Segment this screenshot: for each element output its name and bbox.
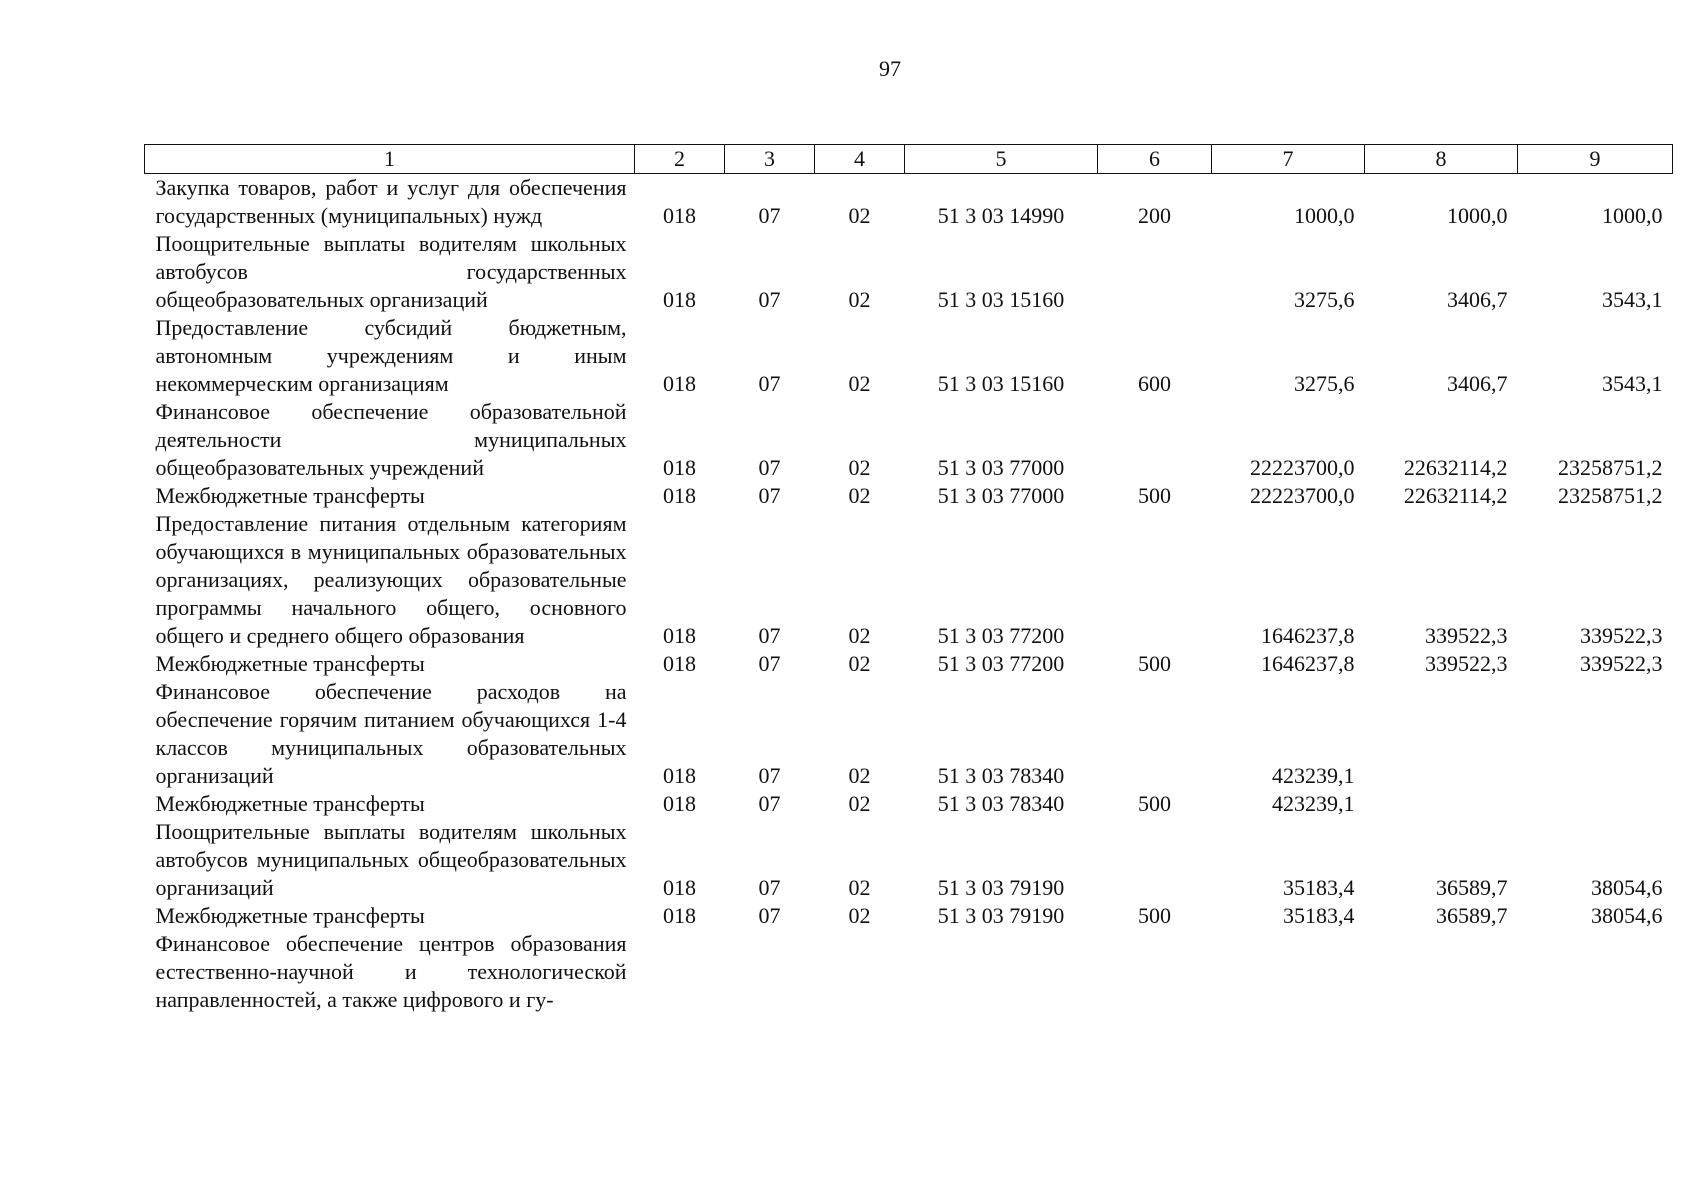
header-cell-4: 4: [815, 145, 905, 174]
expense-type-cell: 200: [1138, 203, 1171, 228]
table-row: [145, 174, 1673, 231]
admin-code-cell: 018: [663, 455, 696, 480]
expense-type-cell: [1098, 678, 1212, 790]
target-article-cell: 51 3 03 15160: [937, 287, 1065, 312]
table-body: [145, 174, 1673, 1015]
subsection-cell: 02: [848, 287, 871, 312]
amount-year1-cell: 22223700,0: [1250, 455, 1355, 480]
table-row: [145, 902, 1673, 930]
expense-type-cell: 500: [1138, 791, 1171, 816]
amount-year3-cell: 23258751,2: [1558, 483, 1663, 508]
admin-code-cell: 018: [663, 203, 696, 228]
admin-code-cell: 018: [663, 763, 696, 788]
admin-code-cell: 018: [663, 287, 696, 312]
expense-type-cell: [1098, 930, 1212, 1014]
section-cell: 07: [758, 791, 781, 816]
section-cell: 07: [758, 623, 781, 648]
section-cell: 07: [758, 483, 781, 508]
table-header: [145, 145, 1673, 174]
subsection-cell: 02: [848, 203, 871, 228]
description-cell: Финансовое обеспечение образовательной деятельности муниципальных общеобразовательных учреждений: [155, 399, 627, 480]
amount-year2-cell: 3406,7: [1447, 371, 1508, 396]
expense-type-cell: [1098, 230, 1212, 314]
amount-year2-cell: [1365, 678, 1518, 790]
header-cell-3: 3: [725, 145, 815, 174]
amount-year1-cell: 35183,4: [1283, 903, 1355, 928]
description-cell: Межбюджетные трансферты: [155, 483, 425, 508]
amount-year1-cell: [1212, 930, 1365, 1014]
table-row: [145, 314, 1673, 398]
amount-year1-cell: 22223700,0: [1250, 483, 1355, 508]
amount-year3-cell: 38054,6: [1591, 875, 1663, 900]
table-row: [145, 482, 1673, 510]
amount-year1-cell: 1646237,8: [1261, 623, 1355, 648]
target-article-cell: 51 3 03 79190: [937, 903, 1065, 928]
target-article-cell: 51 3 03 14990: [937, 203, 1065, 228]
admin-code-cell: 018: [663, 483, 696, 508]
subsection-cell: 02: [848, 651, 871, 676]
amount-year1-cell: 423239,1: [1272, 763, 1355, 788]
amount-year3-cell: 1000,0: [1602, 203, 1663, 228]
description-cell: Поощрительные выплаты водителям школьных автобусов государственных общеобразовательных организаций: [155, 231, 627, 312]
table-row: [145, 510, 1673, 650]
amount-year1-cell: 423239,1: [1272, 791, 1355, 816]
admin-code-cell: 018: [663, 623, 696, 648]
section-cell: 07: [758, 763, 781, 788]
amount-year3-cell: 339522,3: [1580, 623, 1663, 648]
amount-year2-cell: 36589,7: [1436, 903, 1508, 928]
amount-year3-cell: 3543,1: [1602, 287, 1663, 312]
amount-year2-cell: 3406,7: [1447, 287, 1508, 312]
expense-type-cell: [1098, 398, 1212, 482]
target-article-cell: [905, 930, 1098, 1014]
amount-year1-cell: 1000,0: [1294, 203, 1355, 228]
header-cell-5: 5: [905, 145, 1098, 174]
table-row: [145, 230, 1673, 314]
amount-year1-cell: 3275,6: [1294, 371, 1355, 396]
header-cell-8: 8: [1365, 145, 1518, 174]
table-row: [145, 650, 1673, 678]
expense-type-cell: 500: [1138, 903, 1171, 928]
amount-year3-cell: 339522,3: [1580, 651, 1663, 676]
amount-year2-cell: 339522,3: [1425, 651, 1508, 676]
admin-code-cell: 018: [663, 875, 696, 900]
description-cell: Финансовое обеспечение центров образования естественно-научной и технологической направленностей, а также цифрового и гу-: [155, 931, 627, 1012]
expense-type-cell: [1098, 818, 1212, 902]
subsection-cell: 02: [848, 875, 871, 900]
section-cell: 07: [758, 371, 781, 396]
table-row: [145, 930, 1673, 1014]
admin-code-cell: [635, 930, 725, 1014]
header-cell-1: 1: [145, 145, 635, 174]
amount-year2-cell: 22632114,2: [1403, 483, 1508, 508]
target-article-cell: 51 3 03 15160: [937, 371, 1065, 396]
target-article-cell: 51 3 03 77200: [937, 623, 1065, 648]
description-cell: Поощрительные выплаты водителям школьных автобусов муниципальных общеобразовательных организаций: [155, 819, 627, 900]
subsection-cell: 02: [848, 623, 871, 648]
description-cell: Предоставление питания отдельным категориям обучающихся в муниципальных образовательных организациях, реализующих образовательные программы начального общего, основного общего и среднего общего образования: [155, 511, 627, 648]
header-cell-7: 7: [1212, 145, 1365, 174]
budget-table: [144, 144, 1673, 1014]
amount-year3-cell: [1518, 790, 1673, 818]
expense-type-cell: 600: [1138, 371, 1171, 396]
amount-year2-cell: 22632114,2: [1403, 455, 1508, 480]
expense-type-cell: 500: [1138, 651, 1171, 676]
target-article-cell: 51 3 03 79190: [937, 875, 1065, 900]
description-cell: Закупка товаров, работ и услуг для обеспечения государственных (муниципальных) нужд: [155, 175, 627, 228]
subsection-cell: 02: [848, 903, 871, 928]
subsection-cell: 02: [848, 791, 871, 816]
expense-type-cell: 500: [1138, 483, 1171, 508]
subsection-cell: 02: [848, 483, 871, 508]
section-cell: [725, 930, 815, 1014]
admin-code-cell: 018: [663, 903, 696, 928]
amount-year3-cell: 38054,6: [1591, 903, 1663, 928]
target-article-cell: 51 3 03 78340: [937, 791, 1065, 816]
amount-year1-cell: 35183,4: [1283, 875, 1355, 900]
page-number: 97: [879, 56, 901, 81]
section-cell: 07: [758, 287, 781, 312]
description-cell: Финансовое обеспечение расходов на обеспечение горячим питанием обучающихся 1-4 классов муниципальных образовательных организаций: [155, 679, 627, 788]
table-row: [145, 678, 1673, 790]
description-cell: Предоставление субсидий бюджетным, автономным учреждениям и иным некоммерческим организациям: [155, 315, 627, 396]
table-row: [145, 818, 1673, 902]
amount-year2-cell: [1365, 930, 1518, 1014]
amount-year3-cell: 23258751,2: [1558, 455, 1663, 480]
description-cell: Межбюджетные трансферты: [155, 903, 425, 928]
expense-type-cell: [1098, 510, 1212, 650]
amount-year2-cell: 1000,0: [1447, 203, 1508, 228]
amount-year2-cell: [1365, 790, 1518, 818]
subsection-cell: 02: [848, 455, 871, 480]
amount-year3-cell: [1518, 930, 1673, 1014]
section-cell: 07: [758, 903, 781, 928]
amount-year1-cell: 3275,6: [1294, 287, 1355, 312]
subsection-cell: [815, 930, 905, 1014]
header-cell-9: 9: [1518, 145, 1673, 174]
admin-code-cell: 018: [663, 371, 696, 396]
admin-code-cell: 018: [663, 791, 696, 816]
amount-year3-cell: 3543,1: [1602, 371, 1663, 396]
description-cell: Межбюджетные трансферты: [155, 651, 425, 676]
header-cell-2: 2: [635, 145, 725, 174]
section-cell: 07: [758, 203, 781, 228]
amount-year2-cell: 36589,7: [1436, 875, 1508, 900]
amount-year3-cell: [1518, 678, 1673, 790]
section-cell: 07: [758, 875, 781, 900]
subsection-cell: 02: [848, 371, 871, 396]
target-article-cell: 51 3 03 77000: [937, 483, 1065, 508]
target-article-cell: 51 3 03 77000: [937, 455, 1065, 480]
header-cell-6: 6: [1098, 145, 1212, 174]
target-article-cell: 51 3 03 78340: [937, 763, 1065, 788]
amount-year2-cell: 339522,3: [1425, 623, 1508, 648]
amount-year1-cell: 1646237,8: [1261, 651, 1355, 676]
section-cell: 07: [758, 651, 781, 676]
target-article-cell: 51 3 03 77200: [937, 651, 1065, 676]
admin-code-cell: 018: [663, 651, 696, 676]
subsection-cell: 02: [848, 763, 871, 788]
table-row: [145, 790, 1673, 818]
header-row: [145, 145, 1673, 174]
table-row: [145, 398, 1673, 482]
section-cell: 07: [758, 455, 781, 480]
description-cell: Межбюджетные трансферты: [155, 791, 425, 816]
